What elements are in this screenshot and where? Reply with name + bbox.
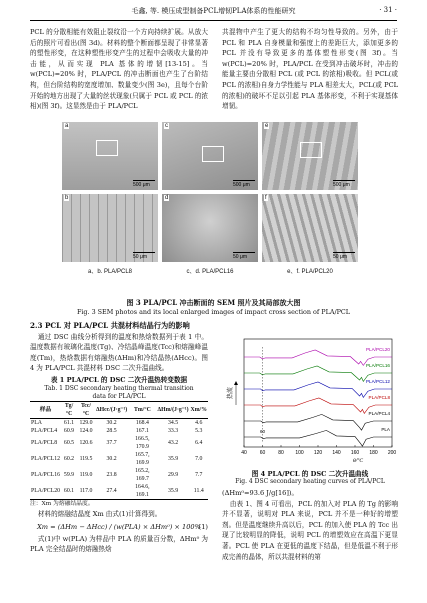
table-cell: 7.0 [195, 455, 203, 462]
header-title: 毛鑫, 等. 模压成型制备PCL增韧PLA体系的性能研究 [131, 7, 296, 15]
table-cell: 30.2 [106, 455, 117, 462]
caption-cn: 图 3 PLA/PCL 冲击断面的 SEM 照片及其局部放大图 [126, 298, 301, 307]
table-cell: 6.4 [195, 439, 203, 446]
table-cell: 27.4 [95, 483, 128, 500]
table-header-cell: Tcc/°C [77, 401, 95, 418]
paragraph: 由表 1、图 4 可看出，PCL 的加入对 PLA 的 Tg 的影响并不显著，说明对 PLA 来说，PCL 并不是一种好的增塑剂。但是温度继续升高以后，PCL 的加入使 PLA 的 Tcc 出现了比较明显的降低，说明 PCL 的增塑效应在高温下更显著。PCL 使 PLA 在更低的温度下结晶，但是低温不利于形成完善的晶体，所以共混材料的第 [222, 499, 398, 561]
section-heading: 2.3 PCL 对 PLA/PCL 共混材料结晶行为的影响 [30, 321, 190, 330]
series-line [244, 430, 392, 446]
subcaption-ef: e、f. PLA/PCL20 [287, 269, 333, 275]
table-header-cell: 样品 [30, 401, 61, 418]
table-cell: 7.7 [195, 471, 203, 478]
left-column-top [30, 27, 208, 112]
left-column-bottom [30, 321, 208, 555]
table-cell: 120.6 [79, 439, 93, 446]
table-header-cell: Tg/°C [61, 401, 77, 418]
table-cell: PLA/PCL16 [31, 471, 60, 478]
y-axis-label: 热流 [227, 386, 234, 400]
scale-bar: 50 μm [133, 252, 155, 260]
table-cell: 43.2 [167, 439, 179, 446]
table-cell: 4.6 [195, 419, 203, 426]
caption-en: Fig. 4 DSC secondary heating curves of PLA/PCL [235, 478, 385, 485]
table-row [30, 467, 208, 483]
x-tick-label: 100 [295, 450, 304, 456]
table-cell: 165.7, 169.9 [135, 451, 150, 466]
x-tick-label: 180 [369, 450, 378, 456]
table-cell: PLA [31, 419, 42, 426]
figure-3 [60, 120, 360, 296]
zoom-box [96, 140, 118, 156]
paragraph: 式(1)中 w(PLA) 为样品中 PLA 的质量百分数，ΔHm⁰ 为 PLA 完全结晶时的熔融热焓 [30, 534, 208, 554]
panel-label: d [165, 195, 169, 201]
table-cell: 30.2 [106, 419, 117, 426]
page-number: · 31 · [379, 6, 397, 14]
table-cell: 11.4 [190, 483, 208, 500]
x-tick-label: 60 [259, 450, 266, 456]
paragraph: (ΔHm⁰=93.6 J/g[16])。 [222, 489, 299, 497]
x-axis-label: θ/°C [352, 458, 364, 464]
right-column-bottom [222, 488, 398, 562]
table-caption-cn: 表 1 PLA/PCL 的 DSC 二次升温热转变数据 [50, 375, 188, 384]
table-cell: 5.3 [195, 427, 203, 434]
legend-label: PLA [381, 427, 390, 432]
table-cell: PLA/PCL4 [31, 427, 58, 434]
panel-label: a [65, 123, 69, 129]
caption-cn: 图 4 PLA/PCL 的 DSC 二次升温曲线 [251, 470, 369, 478]
running-header [30, 6, 397, 21]
sem-panel-f [262, 194, 358, 262]
sem-panel-b [62, 194, 158, 262]
scale-bar: 500 μm [333, 180, 355, 188]
plot-frame [244, 339, 392, 447]
legend-label: PLA/PCL8 [368, 395, 390, 400]
table-cell: PLA/PCL8 [31, 439, 58, 446]
table-cell: 33.3 [167, 427, 179, 434]
dsc-chart [222, 335, 398, 467]
sem-panel-e [262, 122, 358, 190]
table-cell: PLA/PCL12 [31, 455, 60, 462]
table-header-cell: Xm/% [190, 401, 208, 418]
table-cell: 28.5 [106, 427, 117, 434]
x-tick-label: 200 [387, 450, 397, 456]
legend-label: PLA/PCL12 [365, 379, 390, 384]
table-cell: 60.9 [63, 427, 75, 434]
table-row [30, 418, 208, 427]
table-row [30, 483, 208, 500]
y-arrow-head [234, 381, 238, 385]
series-line [244, 414, 392, 430]
table-cell: 119.5 [79, 455, 93, 462]
figure-3-caption [30, 298, 397, 316]
legend-label: PLA/PCL4 [368, 411, 390, 416]
table-cell: 60.1 [61, 483, 77, 500]
subcaption-ab: a、b. PLA/PCL8 [87, 269, 133, 275]
paragraph: 材料的熔融结晶度 Xm 由式(1)计算得到。 [37, 509, 162, 518]
scale-bar: 50 μm [233, 252, 255, 260]
table-cell: 60.2 [63, 455, 75, 462]
table-cell: 117.0 [77, 483, 95, 500]
table-caption-en: data for PLA/PCL [92, 392, 146, 400]
table-cell: 29.9 [167, 471, 179, 478]
table-cell: 129.0 [79, 419, 93, 426]
table-cell: 165.2, 169.7 [135, 467, 150, 482]
table-1-caption [30, 376, 208, 401]
right-column-top [222, 27, 398, 112]
zoom-box [300, 142, 322, 158]
table-header-row [30, 401, 208, 418]
table-cell: 23.8 [106, 471, 117, 478]
panel-label: f [265, 195, 267, 201]
sem-panel-c [162, 122, 258, 190]
subcaption-cd: c、d. PLA/PCL16 [186, 269, 234, 275]
equation-number: (1) [198, 522, 208, 531]
table-cell: 124.0 [79, 427, 93, 434]
table-header-cell: ΔHcc/(J·g⁻¹) [95, 401, 128, 418]
scale-bar: 500 μm [133, 180, 155, 188]
paragraph: 共混物中产生了更大的结构不均匀性导致的。另外，由于 PCL 和 PLA 自身模量和强度上的差距巨大，添加更多的 PCL 并没有导致更多的基体塑性形变(图 3f)。当 w(PCL)=20% 时，PLA/PCL 在受到冲击破坏时，冲击的能量主要由分散相 PCL (或 PCL 的浓相)吸收。但 PCL(或 PCL 的浓相)自身力学性能与 PLA 相差太大，PCL(或 PCL 的浓相)的破坏不足以引起 PLA 基体形变，不利于实现基体增韧。 [222, 28, 398, 111]
table-cell: 119.0 [79, 471, 93, 478]
table-cell: 59.9 [63, 471, 75, 478]
x-tick-label: 160 [350, 450, 360, 456]
table-cell: 37.7 [106, 439, 117, 446]
equation-1 [30, 520, 208, 534]
table-header-cell: Tm/°C [128, 401, 156, 418]
table-header-cell: ΔHm/(J·g⁻¹) [157, 401, 190, 418]
legend-label: PLA/PCL16 [365, 363, 390, 368]
panel-label: e [265, 123, 269, 129]
annotation: 60 [259, 429, 266, 434]
x-tick-label: 40 [241, 450, 247, 456]
equation: Xm = (ΔHm − ΔHcc) / (w(PLA) × ΔHm⁰) × 100% [37, 522, 201, 531]
table-caption-en: Tab. 1 DSC secondary heating thermal transition [44, 384, 194, 392]
figure-4-caption [222, 468, 398, 485]
table-cell: 34.5 [167, 419, 179, 426]
table-row [30, 435, 208, 451]
table-cell: 60.5 [63, 439, 75, 446]
panel-label: c [165, 123, 168, 129]
table-cell: PLA/PCL20 [30, 483, 61, 500]
table-cell: 166.5, 170.9 [135, 435, 150, 450]
scale-bar: 50 μm [333, 252, 355, 260]
paragraph: 通过 DSC 曲线分析得到的温度和热焓数据列于表 1 中。温度数据有玻璃化温度(Tg)、冷结晶峰温度(Tcc)和熔融峰温度(Tm)，热焓数据有熔融热(ΔHm)和冷结晶热(ΔHcc)。图 4 为 PLA/PCL 共混材料 DSC 二次升温曲线。 [30, 332, 208, 373]
figure-4 [222, 335, 398, 467]
table-cell: 167.1 [135, 427, 149, 434]
table-cell: 168.4 [135, 419, 149, 426]
table-cell: 61.1 [63, 419, 75, 426]
panel-label: b [65, 195, 69, 201]
paragraph: PCL 的分散相能有效阻止裂纹沿一个方向持续扩展。从放大后的照片可看出(图 3d)。材料的整个断面都呈现了非常显著的塑性形变，在这种塑性形变产生的过程中会吸收大量的冲击能，从而实现 PLA 基体的增韧[13-15]。当 w(PCL)=20% 时，PLA/PCL 的冲击断面也产生了台阶结构，但台阶结构的宽度增加、数量变少(图 3e)，且每个台阶开始的地方出现了大量的丝状现象(只属于 PCL 或 PCL 的浓相)(图 3f)。这显然是由于 PLA/PCL [30, 28, 208, 111]
scale-bar: 500 μm [233, 180, 255, 188]
table-row [30, 427, 208, 435]
table-note: 注：Xm 为熔融结晶度。 [30, 500, 94, 507]
table-row [30, 451, 208, 467]
x-tick-label: 120 [313, 450, 323, 456]
legend-label: PLA/PCL20 [365, 347, 390, 352]
table-1 [30, 401, 208, 500]
sem-panel-a [62, 122, 158, 190]
table-cell: 35.9 [167, 455, 179, 462]
x-tick-label: 80 [278, 450, 284, 456]
table-cell: 164.6, 169.1 [128, 483, 156, 500]
table-cell: 35.9 [157, 483, 190, 500]
x-tick-label: 140 [332, 450, 341, 456]
sem-panel-d [162, 194, 258, 262]
caption-en: Fig. 3 SEM photos and its local enlarged images of impact cross section of PLA/PCL [76, 308, 351, 316]
zoom-box [202, 146, 224, 162]
